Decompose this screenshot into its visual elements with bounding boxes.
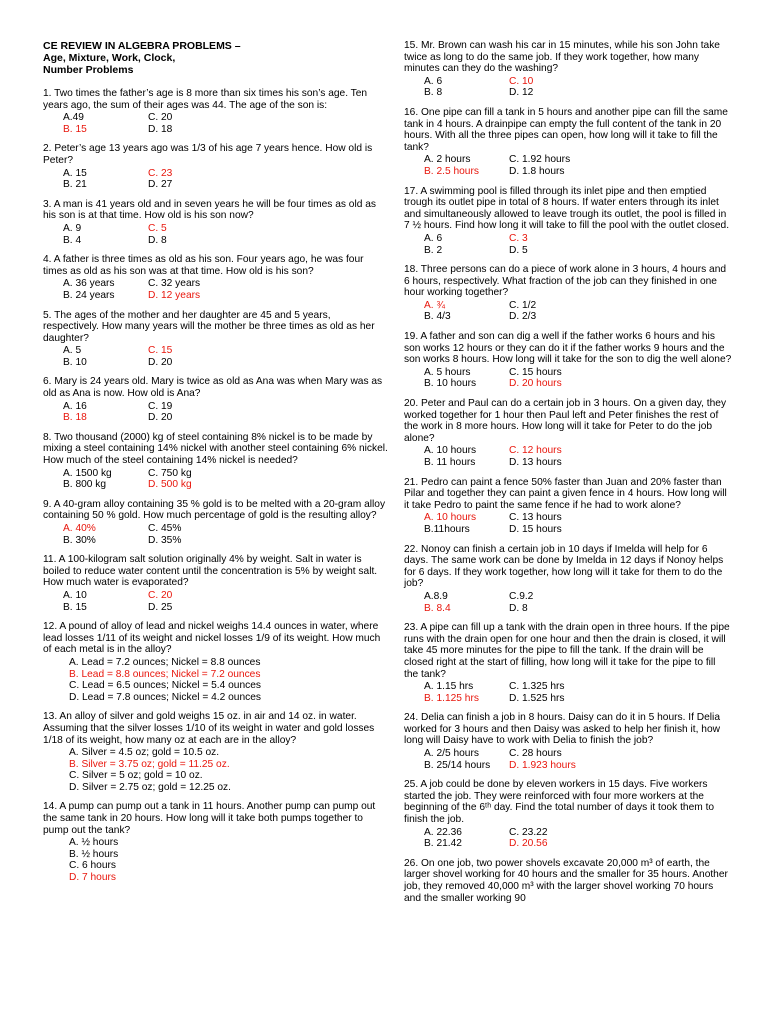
answer-option: D. Lead = 7.8 ounces; Nickel = 4.2 ounces (69, 691, 261, 703)
answer-option: C. Silver = 5 oz; gold = 10 oz. (69, 770, 203, 782)
question-item (43, 621, 388, 703)
answer-options (404, 233, 732, 256)
answer-option: D. 12 (509, 87, 534, 99)
answer-option: A. 22.36 (424, 826, 462, 838)
answer-option: C. Lead = 6.5 ounces; Nickel = 5.4 ounces (69, 680, 261, 692)
question-text: 23. A pipe can fill up a tank with the drain open in three hours. If the pipe runs with the drain open for one hour and then the drain is closed, it will take 45 more minutes for the pipe to fill the tank. If the drain will be closed right at the start of filling, how long will it take for the pipe to fill the tank? (404, 622, 730, 680)
right-question-list (404, 40, 732, 904)
answer-options (43, 837, 388, 883)
answer-option: B. 8 (424, 87, 443, 99)
question-item (43, 254, 388, 301)
answer-option-correct: D. 12 years (148, 289, 201, 301)
question-text: 6. Mary is 24 years old. Mary is twice as old as Ana was when Mary was as old as Ana is now. How old is Ana? (43, 376, 383, 400)
answer-options (404, 748, 732, 771)
question-text: 18. Three persons can do a piece of work alone in 3 hours, 4 hours and 6 hours, respectively. What fraction of the job can they finished in one hour working together? (404, 264, 727, 299)
question-item (43, 711, 388, 793)
question-item (404, 622, 732, 704)
answer-option: A. 5 (63, 345, 82, 357)
answer-option: C. 28 hours (509, 748, 562, 760)
answer-option-correct: D. 20 hours (509, 378, 562, 390)
answer-option: C. 6 hours (69, 860, 116, 872)
answer-option: C. 32 years (148, 278, 201, 290)
answer-options (43, 747, 388, 793)
question-text: 17. A swimming pool is filled through its inlet pipe and then emptied trough its outlet pipe in total of 8 hours. If water enters through its inlet and simultaneously allowed to leave trough its outlet, the pool is filled in 7 ½ hours. Find how long it will take to fill the pool with the outlet closed. (404, 185, 730, 232)
question-text: 9. A 40-gram alloy containing 35 % gold is to be melted with a 20-gram alloy containing 50 % gold. How much percentage of gold is the resulting alloy? (43, 498, 386, 522)
answer-option: B. 4 (63, 234, 82, 246)
answer-option: A. ½ hours (69, 837, 119, 849)
question-text: 19. A father and son can dig a well if the father works 6 hours and his son works 12 hours or they can do it if the father works 9 hours and the son works 8 hours. How long will it take for the son to dig the well alone? (404, 331, 732, 366)
answer-option: B. 30% (63, 534, 96, 546)
answer-option: C. 45% (148, 523, 182, 534)
question-item (43, 376, 388, 423)
question-text: 3. A man is 41 years old and in seven years he will be four times as old as his son is at that time. How old is his son now? (43, 198, 376, 222)
answer-option: C. 20 (148, 112, 173, 124)
question-item (404, 40, 732, 99)
heading-line-3: Number Problems (43, 64, 134, 76)
question-item (404, 186, 732, 257)
answer-option: D. 18 (148, 123, 173, 135)
answer-option: D. 35% (148, 534, 182, 546)
answer-options (404, 367, 732, 390)
question-text: 8. Two thousand (2000) kg of steel containing 8% nickel is to be made by mixing a steel containing 14% nickel with another steel containing 6% nickel. How much of the steel containing 14% nickel is needed? (43, 431, 388, 467)
answer-option: C. 15 hours (509, 366, 562, 378)
answer-options (404, 512, 732, 535)
answer-option: B. 21.42 (424, 838, 462, 850)
question-text: 2. Peter’s age 13 years ago was 1/3 of his age 7 years hence. How old is Peter? (43, 143, 373, 166)
answer-option: D. 25 (148, 601, 173, 613)
left-column (43, 0, 388, 892)
answer-options (404, 591, 732, 614)
answer-option: D. Silver = 2.75 oz; gold = 12.25 oz. (69, 781, 231, 793)
answer-option-correct: C. 20 (148, 589, 173, 601)
answer-option: B. 2 (424, 244, 443, 256)
answer-option-correct: A. 40% (63, 523, 96, 534)
answer-option: D. 15 hours (509, 523, 562, 535)
answer-options (404, 445, 732, 468)
answer-option: C. 13 hours (509, 512, 562, 524)
question-item (43, 499, 388, 546)
answer-option-correct: C. 23 (148, 167, 173, 179)
answer-option: B. 15 (63, 601, 87, 613)
answer-option: A. 5 hours (424, 366, 471, 378)
question-text: 4. A father is three times as old as his son. Four years ago, he was four times as old as his son was at that time. How old is his son? (43, 254, 364, 277)
answer-option: A.8.9 (424, 590, 448, 602)
answer-options (43, 112, 388, 135)
answer-option: A. Silver = 4.5 oz; gold = 10.5 oz. (69, 747, 220, 759)
answer-option: A.49 (63, 112, 84, 124)
question-item (43, 310, 388, 369)
question-text: 16. One pipe can fill a tank in 5 hours and another pipe can fill the same tank in 4 hours. A drainpipe can empty the full content of the tank in 20 hours. With all the three pipes can open, how long will it take to fill the tank? (404, 106, 728, 153)
answer-option: D. 20 (148, 412, 173, 424)
answer-option: A. 2 hours (424, 154, 471, 166)
question-item (404, 331, 732, 390)
answer-option: C. 19 (148, 400, 173, 412)
heading-line-2: Age, Mixture, Work, Clock, (43, 52, 176, 64)
answer-option: A. 10 (63, 589, 87, 601)
answer-options (404, 300, 732, 323)
answer-option-correct: D. 1.923 hours (509, 759, 576, 771)
question-item (404, 779, 732, 850)
answer-option: B. 11 hours (424, 457, 476, 468)
answer-options (43, 168, 388, 191)
answer-option: D. 1.525 hrs (509, 692, 565, 704)
page-heading (43, 40, 388, 76)
answer-option: C. 23.22 (509, 826, 548, 838)
answer-option-correct: D. 20.56 (509, 838, 548, 850)
answer-option-correct: B. 18 (63, 412, 87, 424)
answer-option-correct: C. 12 hours (509, 445, 562, 457)
answer-option: A. 36 years (63, 278, 115, 290)
question-item (43, 143, 388, 190)
question-item (404, 477, 732, 536)
question-text: 11. A 100-kilogram salt solution originally 4% by weight. Salt in water is boiled to reduce water content until the concentration is 5% by weight salt. How much water is evaporated? (43, 554, 378, 589)
answer-options (43, 523, 388, 546)
answer-option-correct: B. 2.5 hours (424, 165, 479, 177)
question-text: 14. A pump can pump out a tank in 11 hours. Another pump can pump out the same tank in 20 hours. How long will it take both pumps together to pump out the tank? (43, 801, 376, 836)
answer-option: D. 2/3 (509, 311, 537, 323)
question-text: 5. The ages of the mother and her daughter are 45 and 5 years, respectively. How many years will the mother be three times as old as her daughter? (43, 309, 375, 344)
question-item (404, 858, 732, 904)
answer-option-correct: A. 10 hours (424, 512, 477, 524)
answer-options (43, 657, 388, 703)
answer-option-correct: A. ¾ (424, 299, 445, 311)
answer-option: D. 1.8 hours (509, 165, 565, 177)
answer-option: A. 1500 kg (63, 467, 112, 479)
answer-option-correct: B. Silver = 3.75 oz; gold = 11.25 oz. (69, 758, 230, 770)
answer-options (43, 468, 388, 491)
question-text: 15. Mr. Brown can wash his car in 15 minutes, while his son John take twice as long to do the same job. If they work together, how many minutes can they do the washing? (404, 40, 720, 75)
answer-option: D. 13 hours (509, 457, 562, 468)
question-text: 1. Two times the father’s age is 8 more than six times his son’s age. Ten years ago, the sum of their ages was 44. The age of the son is: (43, 88, 368, 111)
answer-options (43, 401, 388, 424)
answer-option: B.11hours (424, 523, 470, 535)
question-item (404, 398, 732, 469)
question-item (404, 107, 732, 178)
answer-option: A. 16 (63, 400, 87, 412)
answer-options (43, 223, 388, 246)
answer-options (43, 590, 388, 613)
question-text: 20. Peter and Paul can do a certain job in 3 hours. On a given day, they worked together for 1 hour then Paul left and Peter finishes the rest of the work in 8 more hours. How long will it take for Peter to do the job alone? (404, 398, 727, 444)
answer-option: D. 8 (148, 234, 167, 246)
answer-option: D. 20 (148, 356, 173, 368)
answer-option-correct: C. 5 (148, 222, 167, 234)
answer-options (404, 827, 732, 850)
answer-option: C. 750 kg (148, 467, 192, 479)
question-text: 25. A job could be done by eleven workers in 15 days. Five workers started the job. They were reinforced with four more workers at the beginning of the 6ᵗʰ day. Find the total number of days it took them to finish the job. (404, 779, 715, 826)
answer-option: A. Lead = 7.2 ounces; Nickel = 8.8 ounces (69, 656, 261, 668)
right-column (404, 0, 732, 912)
question-text: 12. A pound of alloy of lead and nickel weighs 14.4 ounces in water, where lead losses 1/11 of its weight and nickel losses 1/9 of its weight. How much of each metal is in the alloy? (43, 621, 381, 656)
answer-option: C.9.2 (509, 590, 534, 602)
answer-option: C. 1.92 hours (509, 154, 571, 166)
answer-option-correct: B. 15 (63, 123, 87, 135)
question-item (404, 544, 732, 615)
heading-line-1: CE REVIEW IN ALGEBRA PROBLEMS – (43, 40, 241, 52)
answer-option: D. 5 (509, 244, 528, 256)
answer-option: A. 1.15 hrs (424, 681, 474, 693)
answer-option: A. 2/5 hours (424, 748, 479, 760)
answer-option: D. 8 (509, 602, 528, 614)
answer-option: A. 10 hours (424, 445, 477, 457)
answer-option-correct: D. 500 kg (148, 479, 192, 491)
question-text: 22. Nonoy can finish a certain job in 10 days if Imelda will help for 6 days. The same work can be done by Imelda in 12 days if Nonoy helps for 6 days. If they work together, how long will it take for them to do the job? (404, 543, 724, 590)
answer-option-correct: C. 3 (509, 232, 528, 244)
answer-option: B. 24 years (63, 289, 115, 301)
answer-options (404, 154, 732, 177)
question-item (43, 88, 388, 135)
answer-options (43, 345, 388, 368)
answer-option: B. 10 (63, 356, 87, 368)
answer-option-correct: C. 15 (148, 345, 173, 357)
question-text: 13. An alloy of silver and gold weighs 15 oz. in air and 14 oz. in water. Assuming that the silver losses 1/10 of its weight in water and gold losses 1/18 of its weight, how many oz at each are in the alloy? (43, 711, 375, 746)
answer-option: B. 800 kg (63, 479, 107, 491)
answer-option: A. 15 (63, 167, 87, 179)
question-text: 24. Delia can finish a job in 8 hours. Daisy can do it in 5 hours. If Delia worked for 3 hours and then Daisy was asked to help her finish it, how long will Daisy have to work with Delia to finish the job? (404, 712, 720, 747)
answer-option-correct: C. 10 (509, 75, 534, 87)
answer-option: B. 10 hours (424, 378, 477, 390)
answer-option-correct: B. 8.4 (424, 602, 451, 614)
answer-option-correct: B. Lead = 8.8 ounces; Nickel = 7.2 ounces (69, 668, 261, 680)
question-item (43, 801, 388, 883)
answer-options (43, 278, 388, 301)
answer-option-correct: D. 7 hours (69, 872, 116, 884)
answer-option: A. 6 (424, 232, 443, 244)
answer-option: C. 1/2 (509, 299, 537, 311)
answer-option: D. 27 (148, 179, 173, 191)
question-item (43, 199, 388, 246)
answer-option: B. ½ hours (69, 848, 119, 860)
question-item (43, 432, 388, 491)
left-question-list (43, 88, 388, 884)
answer-option: B. 4/3 (424, 311, 451, 323)
answer-option-correct: B. 1.125 hrs (424, 692, 479, 704)
answer-option: B. 25/14 hours (424, 759, 491, 771)
question-text: 21. Pedro can paint a fence 50% faster than Juan and 20% faster than Pilar and together they can paint a given fence in 4 hours. How long will it take Pedro to paint the same fence if he had to work alone? (404, 476, 727, 511)
answer-option: A. 6 (424, 75, 443, 87)
answer-option: A. 9 (63, 222, 82, 234)
answer-options (404, 76, 732, 99)
answer-option: B. 21 (63, 179, 87, 191)
question-item (404, 264, 732, 323)
question-text: 26. On one job, two power shovels excavate 20,000 m³ of earth, the larger shovel working for 40 hours and the smaller for 35 hours. Another job, they removed 40,000 m³ with the larger shovel working 70 hours and the smaller working 90 (404, 857, 728, 904)
question-item (404, 712, 732, 771)
question-item (43, 554, 388, 613)
answer-option: C. 1.325 hrs (509, 681, 565, 693)
answer-options (404, 681, 732, 704)
